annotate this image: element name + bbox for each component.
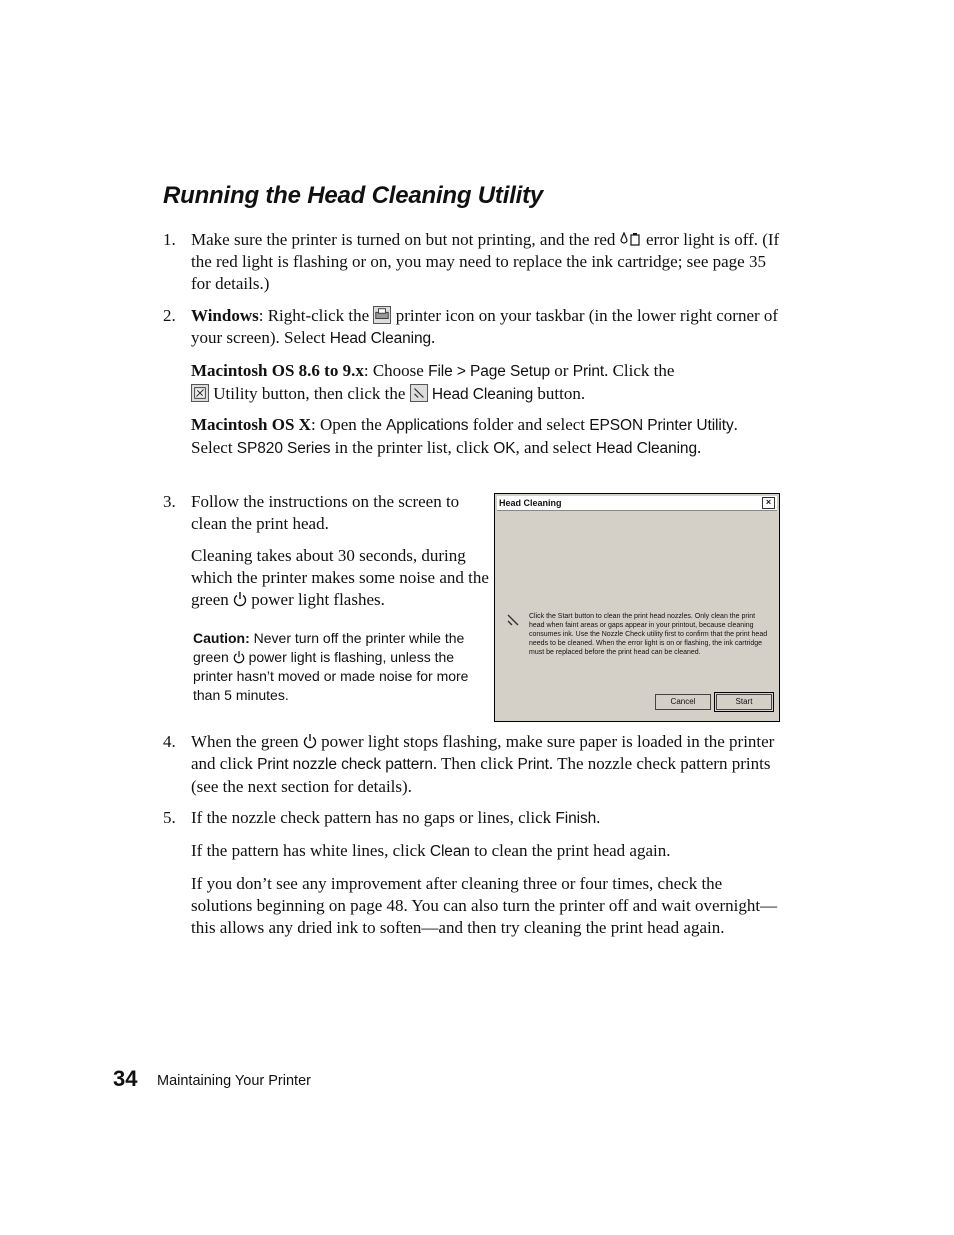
step-1-text: Make sure the printer is turned on but not printing, and the red error light is off. (If the red light is flashing or on, you may need to replace the ink cartridge; see page 35 for details.)	[191, 230, 780, 293]
dialog-title: Head Cleaning	[499, 498, 562, 508]
head-cleaning-icon	[505, 612, 521, 628]
start-button[interactable]: Start	[716, 694, 772, 710]
head-cleaning-button-icon	[410, 384, 428, 402]
step-2-macx: Macintosh OS X: Open the Applications folder and select EPSON Printer Utility. Select SP820 Series in the printer list, click OK, and select Head Cleaning.	[191, 415, 738, 457]
step-number: 4.	[163, 732, 176, 751]
close-icon[interactable]: ×	[762, 497, 775, 509]
printer-taskbar-icon	[373, 306, 391, 324]
step-4-text: When the green power light stops flashing, make sure paper is loaded in the printer and click Print nozzle check pattern. Then click Print. The nozzle check pattern prints (see the next section for details).	[191, 732, 775, 796]
step-5-text: If the nozzle check pattern has no gaps or lines, click Finish.	[191, 808, 601, 827]
page-title: Running the Head Cleaning Utility	[163, 182, 544, 209]
step-number: 5.	[163, 808, 176, 827]
power-icon	[233, 591, 247, 607]
page-number: 34	[113, 1066, 138, 1091]
step-5-white-lines: If the pattern has white lines, click Clean to clean the print head again.	[191, 841, 671, 860]
ink-error-light-icon	[620, 232, 642, 246]
footer-section-title: Maintaining Your Printer	[157, 1073, 311, 1089]
head-cleaning-dialog	[494, 493, 780, 722]
step-2-mac9: Macintosh OS 8.6 to 9.x: Choose File > Page Setup or Print. Click the Utility button, then click the Head Cleaning button.	[191, 361, 675, 403]
step-2-windows: Windows: Right-click the printer icon on your taskbar (in the lower right corner of your screen). Select Head Cleaning.	[191, 306, 779, 347]
step-5-improvement-note: If you don’t see any improvement after cleaning three or four times, check the solutions beginning on page 48. You can also turn the printer off and wait overnight—this allows any dried ink to soften—and then try cleaning the print head again.	[191, 874, 778, 937]
dialog-title-bar	[497, 496, 777, 511]
step-number: 2.	[163, 306, 176, 325]
caution-note: Caution: Never turn off the printer while the green power light is flashing, unless the printer hasn’t moved or made noise for more than 5 minutes.	[193, 630, 469, 703]
utility-button-icon	[191, 384, 209, 402]
step-number: 3.	[163, 492, 176, 511]
step-number: 1.	[163, 230, 176, 249]
step-3-text: Follow the instructions on the screen to clean the print head.	[191, 492, 460, 533]
power-icon	[303, 733, 317, 749]
dialog-message: Click the Start button to clean the print head nozzles. Only clean the print head when faint areas or gaps appear in your printout, because cleaning consumes ink. Use the Nozzle Check utility first to confirm that the print head needs to be cleaned. When the error light is on or flashing, the ink cartridge must be replaced before the print head can be cleaned.	[529, 613, 768, 656]
cancel-button[interactable]: Cancel	[655, 694, 711, 710]
step-3-cleaning-note: Cleaning takes about 30 seconds, during which the printer makes some noise and the green power light flashes.	[191, 546, 489, 609]
power-icon	[233, 650, 245, 664]
